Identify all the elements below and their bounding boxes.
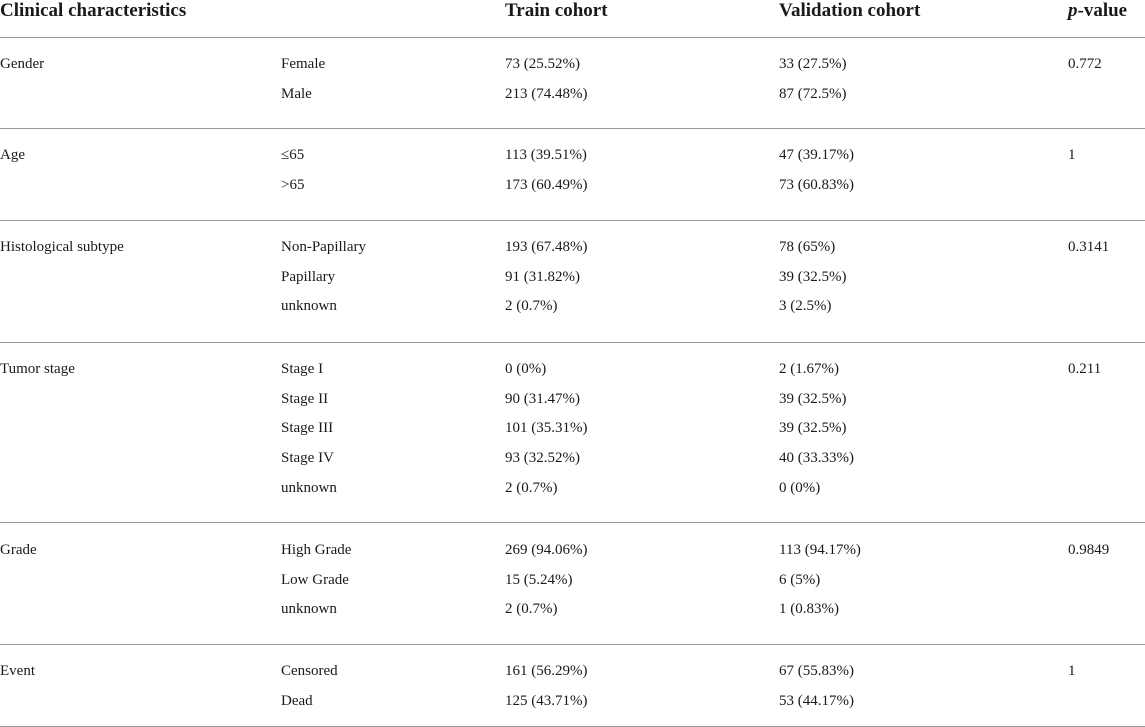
validation-cohort-cell: 78 (65%) [779, 239, 836, 255]
p-value-cell: 0.3141 [1068, 239, 1110, 255]
p-value-cell: 0.772 [1068, 56, 1102, 72]
characteristic-name: Histological subtype [0, 239, 124, 255]
train-cohort-cell: 193 (67.48%) [505, 239, 588, 255]
table-row [0, 263, 1145, 293]
subcategory-cell: unknown [281, 601, 337, 618]
header-train-cohort: Train cohort [505, 0, 608, 21]
p-value-cell: 1 [1068, 147, 1076, 163]
train-cohort-cell: 2 (0.7%) [505, 298, 558, 315]
table-row [0, 595, 1145, 625]
table-row [0, 292, 1145, 322]
characteristic-name: Grade [0, 542, 37, 558]
train-cohort-cell: 173 (60.49%) [505, 176, 588, 193]
p-value-cell: 0.211 [1068, 361, 1102, 377]
validation-cohort-cell: 3 (2.5%) [779, 298, 832, 315]
table-row [0, 233, 1145, 263]
table-row [0, 385, 1145, 415]
subcategory-cell: Stage III [281, 420, 334, 437]
train-cohort-cell: 91 (31.82%) [505, 268, 580, 285]
table-row [0, 657, 1145, 687]
characteristic-name: Gender [0, 56, 45, 72]
validation-cohort-cell: 6 (5%) [779, 571, 821, 588]
validation-cohort-cell: 33 (27.5%) [779, 56, 847, 72]
train-cohort-cell: 113 (39.51%) [505, 147, 587, 163]
validation-cohort-cell: 87 (72.5%) [779, 85, 847, 102]
subcategory-cell: Low Grade [281, 571, 349, 588]
table-group-histological-subtype [0, 221, 1145, 343]
train-cohort-cell: 0 (0%) [505, 361, 547, 377]
validation-cohort-cell: 0 (0%) [779, 479, 821, 496]
table-group-grade [0, 523, 1145, 645]
table-row [0, 80, 1145, 110]
subcategory-cell: unknown [281, 479, 337, 496]
subcategory-cell: Female [281, 56, 326, 72]
subcategory-cell: Censored [281, 663, 338, 679]
subcategory-cell: Stage IV [281, 450, 334, 467]
table-row [0, 444, 1145, 474]
validation-cohort-cell: 47 (39.17%) [779, 147, 854, 163]
header-p-rest: -value [1077, 0, 1128, 21]
header-characteristics: Clinical characteristics [0, 0, 187, 21]
train-cohort-cell: 161 (56.29%) [505, 663, 588, 679]
train-cohort-cell: 125 (43.71%) [505, 692, 588, 709]
subcategory-cell: Male [281, 85, 312, 102]
table-row [0, 414, 1145, 444]
subcategory-cell: >65 [281, 176, 305, 193]
table-row [0, 474, 1145, 504]
train-cohort-cell: 2 (0.7%) [505, 479, 558, 496]
subcategory-cell: Dead [281, 692, 313, 709]
subcategory-cell: High Grade [281, 542, 352, 558]
table-row [0, 141, 1145, 171]
characteristic-name: Age [0, 147, 25, 163]
header-validation-cohort: Validation cohort [779, 0, 921, 21]
p-value-cell: 1 [1068, 663, 1076, 679]
table-row [0, 355, 1145, 385]
validation-cohort-cell: 2 (1.67%) [779, 361, 839, 377]
table-group-age [0, 129, 1145, 221]
subcategory-cell: Non-Papillary [281, 239, 366, 255]
table-row [0, 50, 1145, 80]
train-cohort-cell: 93 (32.52%) [505, 450, 580, 467]
table-row [0, 536, 1145, 566]
subcategory-cell: unknown [281, 298, 337, 315]
table-header [0, 0, 1145, 38]
subcategory-cell: Stage I [281, 361, 324, 377]
validation-cohort-cell: 39 (32.5%) [779, 268, 847, 285]
train-cohort-cell: 213 (74.48%) [505, 85, 588, 102]
table-group-gender [0, 38, 1145, 129]
validation-cohort-cell: 40 (33.33%) [779, 450, 854, 467]
validation-cohort-cell: 53 (44.17%) [779, 692, 854, 709]
validation-cohort-cell: 113 (94.17%) [779, 542, 861, 558]
validation-cohort-cell: 73 (60.83%) [779, 176, 854, 193]
subcategory-cell: Stage II [281, 390, 329, 407]
train-cohort-cell: 101 (35.31%) [505, 420, 588, 437]
header-p-italic: p [1068, 0, 1078, 21]
subcategory-cell: ≤65 [281, 147, 305, 163]
p-value-cell: 0.9849 [1068, 542, 1110, 558]
header-p-value [1068, 0, 1127, 22]
validation-cohort-cell: 1 (0.83%) [779, 601, 839, 618]
table-row [0, 566, 1145, 596]
table-group-event [0, 645, 1145, 727]
train-cohort-cell: 269 (94.06%) [505, 542, 588, 558]
subcategory-cell: Papillary [281, 268, 336, 285]
train-cohort-cell: 2 (0.7%) [505, 601, 558, 618]
table-group-tumor-stage [0, 343, 1145, 523]
characteristic-name: Tumor stage [0, 361, 75, 377]
train-cohort-cell: 90 (31.47%) [505, 390, 580, 407]
table-body [0, 38, 1145, 727]
table-row [0, 687, 1145, 717]
validation-cohort-cell: 39 (32.5%) [779, 390, 847, 407]
table-row [0, 171, 1145, 201]
train-cohort-cell: 73 (25.52%) [505, 56, 580, 72]
characteristic-name: Event [0, 663, 35, 679]
train-cohort-cell: 15 (5.24%) [505, 571, 573, 588]
validation-cohort-cell: 39 (32.5%) [779, 420, 847, 437]
validation-cohort-cell: 67 (55.83%) [779, 663, 854, 679]
